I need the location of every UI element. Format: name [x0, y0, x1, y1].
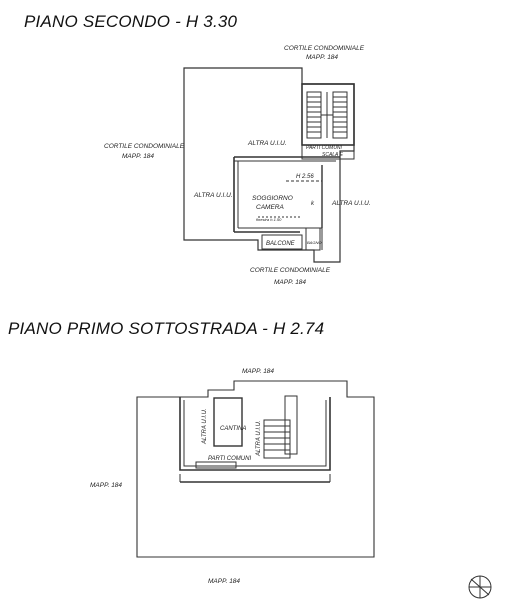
- label-altra-left-first: ALTRA U.I.U.: [202, 408, 208, 444]
- label-altra-right: ALTRA U.I.U.: [332, 200, 371, 207]
- label-height: H 2.56: [296, 174, 314, 180]
- label-cortile-top: CORTILE CONDOMINIALE: [284, 45, 365, 52]
- label-cortile-left: CORTILE CONDOMINIALE: [104, 143, 185, 150]
- first-floor-plan: [137, 381, 374, 557]
- label-mapp-top-first: MAPP. 184: [242, 368, 275, 375]
- label-window: finestra h.1.50: [256, 217, 282, 222]
- label-mapp-bottom: MAPP. 184: [274, 279, 307, 286]
- label-soggiorno: SOGGIORNO: [252, 195, 293, 202]
- label-cantina: CANTINA: [220, 426, 247, 432]
- label-scala: SCALA E: [322, 152, 343, 158]
- label-parti-comuni-first: PARTI COMUNI: [208, 456, 252, 462]
- label-mapp-left: MAPP. 184: [122, 153, 155, 160]
- title-piano-secondo: PIANO SECONDO - H 3.30: [24, 12, 238, 31]
- title-piano-primo-sottostrada: PIANO PRIMO SOTTOSTRADA - H 2.74: [8, 319, 325, 338]
- label-mapp-bottom-first: MAPP. 184: [208, 578, 241, 585]
- label-altra-left: ALTRA U.I.U.: [194, 192, 233, 199]
- label-k: k: [311, 201, 314, 207]
- label-altra-mid-first: ALTRA U.I.U.: [256, 420, 262, 456]
- label-camera: CAMERA: [256, 204, 284, 211]
- label-mapp-top: MAPP. 184: [306, 54, 339, 61]
- label-balcone: BALCONE: [266, 241, 295, 247]
- label-parti-comuni-second: PARTI COMUNI: [306, 145, 342, 151]
- label-cortile-bottom: CORTILE CONDOMINIALE: [250, 267, 331, 274]
- label-mapp-left-first: MAPP. 184: [90, 482, 123, 489]
- label-altra-upper: ALTRA U.I.U.: [248, 140, 287, 147]
- second-floor-plan: [184, 68, 354, 262]
- north-arrow-icon: [469, 576, 491, 598]
- label-bagno: BAGNO: [307, 240, 322, 245]
